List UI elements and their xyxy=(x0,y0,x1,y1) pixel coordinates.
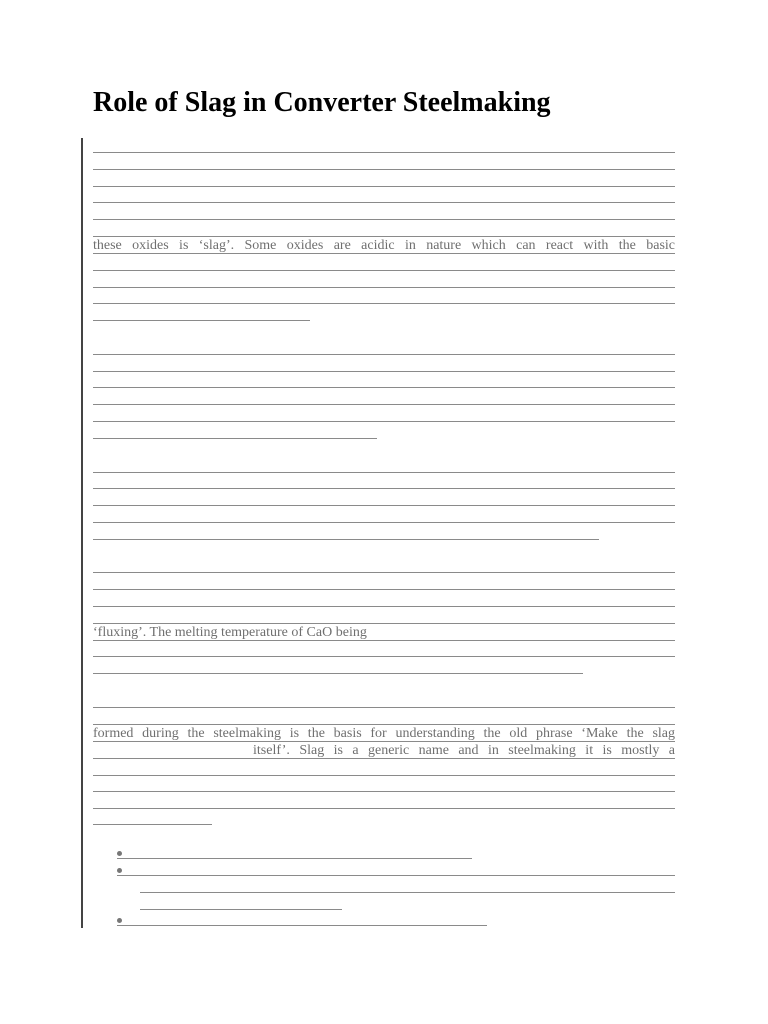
text-line-placeholder xyxy=(93,169,675,170)
paragraph-text-line: these oxides is ‘slag’. Some oxides are acidic in nature which can react with the basic xyxy=(93,238,675,253)
text-line-placeholder xyxy=(93,303,675,304)
text-line-placeholder xyxy=(140,892,675,893)
text-line-placeholder xyxy=(93,606,675,607)
text-line-placeholder xyxy=(93,539,599,540)
text-line-placeholder xyxy=(93,505,675,506)
text-line-placeholder xyxy=(93,371,675,372)
text-line-placeholder xyxy=(93,488,675,489)
paragraph-text-line: ‘fluxing’. The melting temperature of CaO being xyxy=(93,625,367,640)
text-line-placeholder xyxy=(93,791,675,792)
text-line-placeholder xyxy=(93,522,675,523)
text-line-placeholder xyxy=(93,186,675,187)
text-line-placeholder xyxy=(117,925,487,926)
text-line-placeholder xyxy=(93,472,675,473)
bullet-icon xyxy=(117,868,122,873)
text-line-placeholder xyxy=(93,707,675,708)
text-line-placeholder xyxy=(93,758,675,759)
text-line-placeholder xyxy=(117,858,472,859)
text-line-placeholder xyxy=(93,673,583,674)
text-line-placeholder xyxy=(93,387,675,388)
text-line-placeholder xyxy=(93,219,675,220)
text-line-placeholder xyxy=(93,589,675,590)
text-line-placeholder xyxy=(93,202,675,203)
text-line-placeholder xyxy=(93,354,675,355)
bullet-icon xyxy=(117,851,122,856)
text-line-placeholder xyxy=(117,875,675,876)
page-title: Role of Slag in Converter Steelmaking xyxy=(93,87,551,118)
text-line-placeholder xyxy=(93,824,212,825)
paragraph-text-line: formed during the steelmaking is the basis for understanding the old phrase ‘Make the slag xyxy=(93,726,675,741)
text-line-placeholder xyxy=(93,438,377,439)
text-line-placeholder xyxy=(93,640,675,641)
text-line-placeholder xyxy=(93,572,675,573)
text-line-placeholder xyxy=(93,253,675,254)
paragraph-text-line: itself’. Slag is a generic name and in steelmaking it is mostly a xyxy=(253,743,675,758)
text-line-placeholder xyxy=(93,320,310,321)
bullet-icon xyxy=(117,918,122,923)
text-line-placeholder xyxy=(93,404,675,405)
margin-bar xyxy=(81,138,83,928)
text-line-placeholder xyxy=(93,421,675,422)
text-line-placeholder xyxy=(93,270,675,271)
text-line-placeholder xyxy=(93,656,675,657)
text-line-placeholder xyxy=(140,909,342,910)
text-line-placeholder xyxy=(93,775,675,776)
text-line-placeholder xyxy=(93,287,675,288)
text-line-placeholder xyxy=(93,152,675,153)
text-line-placeholder xyxy=(93,808,675,809)
